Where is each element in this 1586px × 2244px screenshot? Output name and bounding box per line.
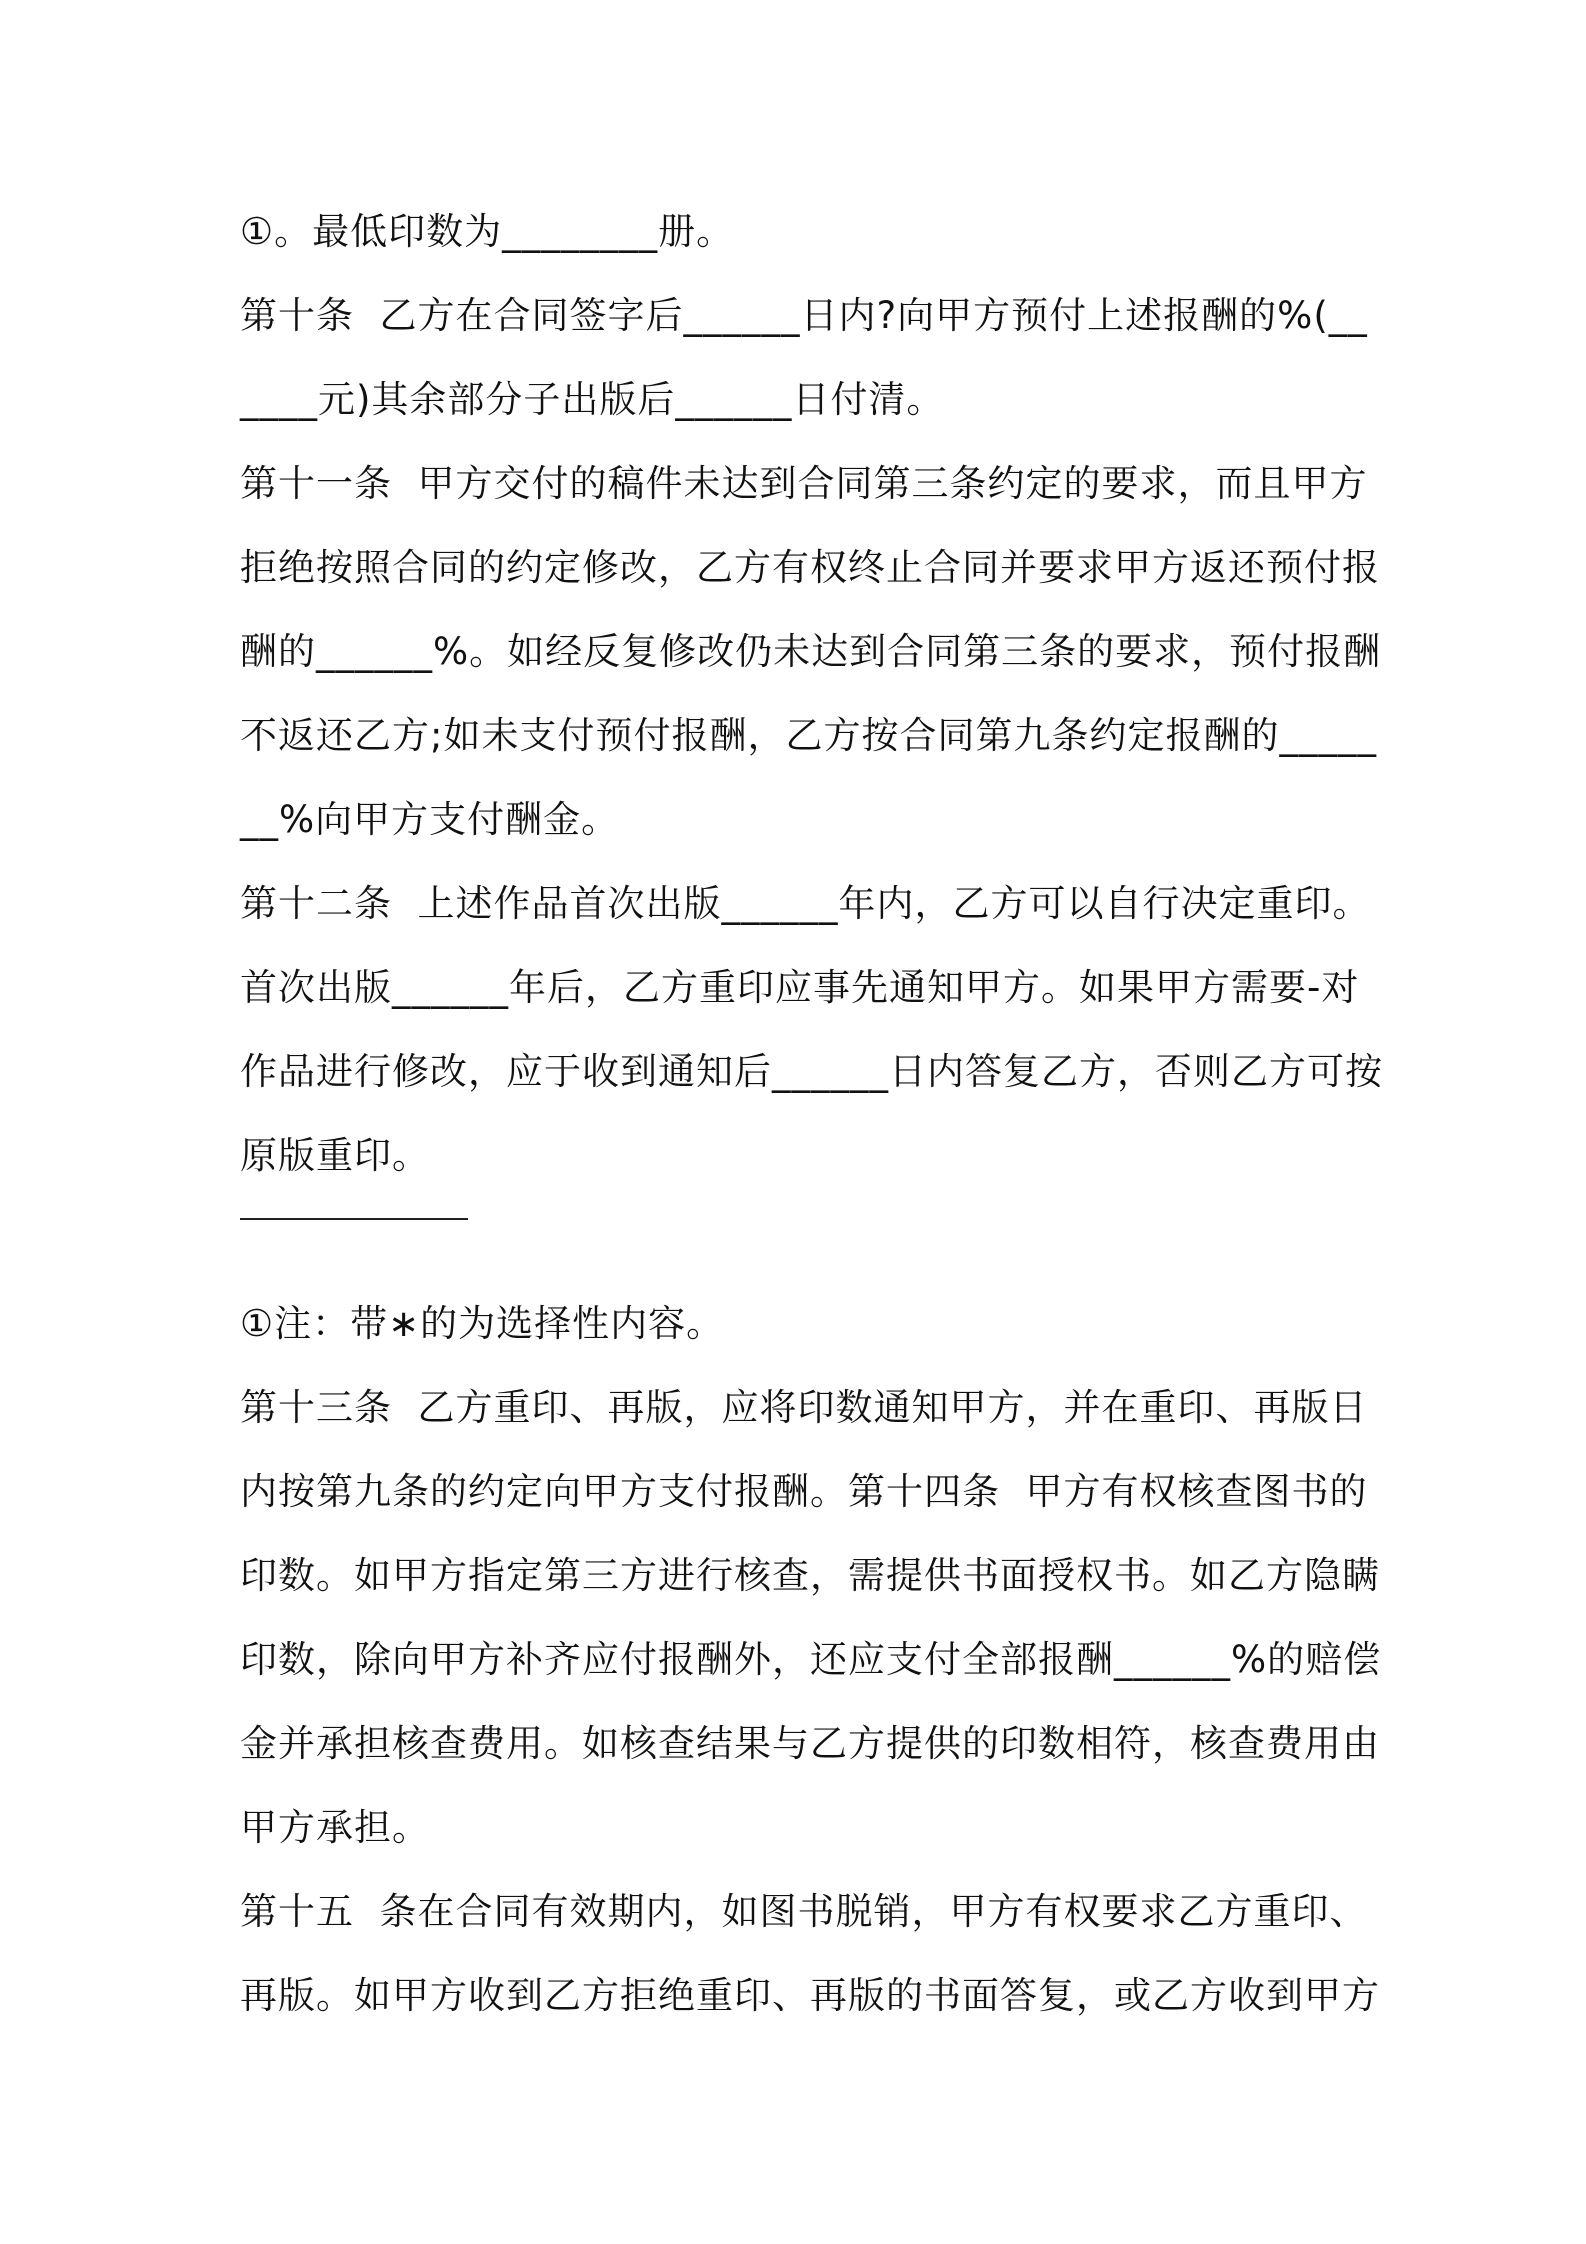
article-10-line-1: 第十条 乙方在合同签字后______日内?向甲方预付上述报酬的%(__ bbox=[240, 294, 1368, 337]
article-14-line-4: 甲方承担。 bbox=[240, 1806, 430, 1849]
article-10-line-2: ____元)其余部分子出版后______日付清。 bbox=[240, 378, 945, 421]
document-body bbox=[240, 190, 1383, 2038]
article-11-line-3: 酬的______%。如经反复修改仍未达到合同第三条的要求，预付报酬 bbox=[240, 630, 1382, 673]
article-11-line-5: __%向甲方支付酬金。 bbox=[240, 798, 620, 841]
article-11-line-2: 拒绝按照合同的约定修改，乙方有权终止合同并要求甲方返还预付报 bbox=[240, 546, 1380, 589]
article-14-line-3: 金并承担核查费用。如核查结果与乙方提供的印数相符，核查费用由 bbox=[240, 1722, 1380, 1765]
article-14-line-1: 印数。如甲方指定第三方进行核查，需提供书面授权书。如乙方隐瞒 bbox=[240, 1554, 1380, 1597]
print-run-line: ①。最低印数为________册。 bbox=[240, 210, 735, 253]
article-11-line-4: 不返还乙方;如未支付预付报酬，乙方按合同第九条约定报酬的_____ bbox=[240, 714, 1377, 757]
article-12-line-4: 原版重印。 bbox=[240, 1134, 430, 1177]
footnote-text: ①注：带∗的为选择性内容。 bbox=[240, 1302, 725, 1345]
article-12-line-3: 作品进行修改，应于收到通知后______日内答复乙方，否则乙方可按 bbox=[240, 1050, 1383, 1093]
article-11-line-1: 第十一条 甲方交付的稿件未达到合同第三条约定的要求，而且甲方 bbox=[240, 462, 1368, 505]
article-13-line-2: 内按第九条的约定向甲方支付报酬。第十四条 甲方有权核查图书的 bbox=[240, 1470, 1368, 1513]
article-15-line-2: 再版。如甲方收到乙方拒绝重印、再版的书面答复，或乙方收到甲方 bbox=[240, 1974, 1380, 2017]
article-13-line-1: 第十三条 乙方重印、再版，应将印数通知甲方，并在重印、再版日 bbox=[240, 1386, 1368, 1429]
article-12-line-1: 第十二条 上述作品首次出版______年内，乙方可以自行决定重印。 bbox=[240, 882, 1371, 925]
article-15-line-1: 第十五 条在合同有效期内，如图书脱销，甲方有权要求乙方重印、 bbox=[240, 1890, 1368, 1933]
footnote-divider bbox=[240, 1218, 468, 1220]
article-14-line-2: 印数，除向甲方补齐应付报酬外，还应支付全部报酬______%的赔偿 bbox=[240, 1638, 1382, 1681]
article-12-line-2: 首次出版______年后，乙方重印应事先通知甲方。如果甲方需要-对 bbox=[240, 966, 1360, 1009]
